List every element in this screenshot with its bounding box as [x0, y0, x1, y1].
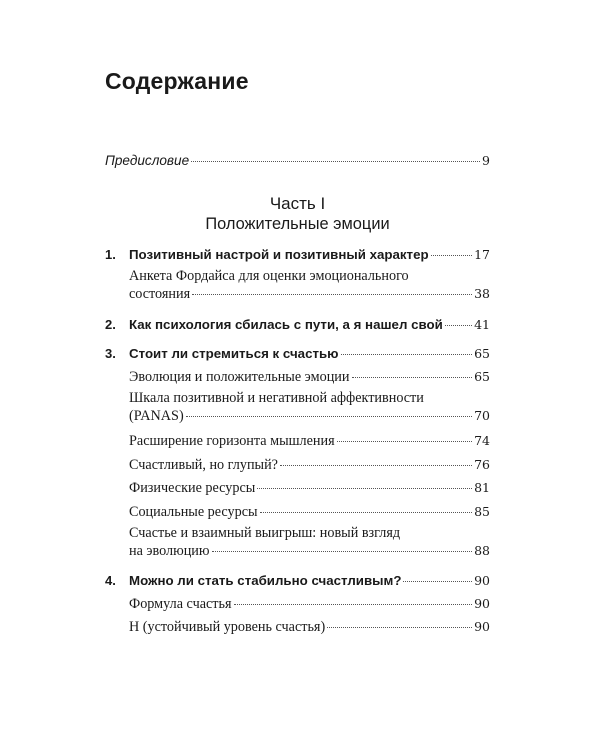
section-title-line2: (PANAS) — [129, 408, 184, 424]
chapter-title: Как психология сбилась с пути, а я нашел свой — [129, 317, 443, 332]
dot-leader — [186, 415, 472, 417]
section-title-line2-row — [129, 542, 490, 560]
dot-leader — [280, 464, 472, 466]
dot-leader — [352, 376, 473, 378]
dot-leader — [327, 626, 472, 628]
section-title: Расширение горизонта мышления — [129, 433, 335, 449]
page-number: 85 — [474, 504, 490, 519]
page-number: 9 — [482, 153, 490, 168]
toc-entry-happy-but-dumb[interactable] — [129, 456, 490, 474]
toc-entry-chapter-1[interactable] — [129, 246, 490, 263]
section-title-line2: состояния — [129, 286, 191, 302]
toc-entry-set-range[interactable] — [129, 618, 490, 636]
section-title: H (устойчивый уровень счастья) — [129, 619, 326, 635]
dot-leader — [260, 511, 473, 513]
section-title-line2-row — [129, 285, 490, 303]
section-title: Физические ресурсы — [129, 480, 256, 496]
page-number: 81 — [474, 480, 490, 495]
chapter-number: 4. — [105, 573, 116, 588]
dot-leader — [403, 580, 472, 582]
dot-leader — [341, 353, 473, 355]
section-title-line1: Шкала позитивной и негативной аффективности — [129, 390, 424, 406]
toc-entry-panas[interactable] — [129, 390, 490, 425]
page-number: 38 — [474, 286, 490, 301]
page-number: 90 — [474, 596, 490, 611]
page-number: 65 — [474, 369, 490, 384]
section-title-line1: Счастье и взаимный выигрыш: новый взгляд — [129, 525, 401, 541]
toc-entry-broadening[interactable] — [129, 432, 490, 450]
dot-leader — [445, 324, 472, 326]
toc-entry-chapter-3[interactable] — [129, 345, 490, 362]
page-number: 76 — [474, 457, 490, 472]
page-number: 17 — [474, 247, 490, 262]
section-title: Формула счастья — [129, 596, 232, 612]
chapter-title: Можно ли стать стабильно счастливым? — [129, 573, 402, 588]
toc-entry-physical-resources[interactable] — [129, 479, 490, 497]
page-number: 88 — [474, 543, 490, 558]
dot-leader — [191, 160, 480, 162]
part-title: Положительные эмоции — [205, 215, 390, 233]
chapter-title: Позитивный настрой и позитивный характер — [129, 247, 429, 262]
preface-label: Предисловие — [105, 153, 190, 168]
toc-entry-fordyce[interactable] — [129, 268, 490, 303]
toc-entry-chapter-2[interactable] — [129, 316, 490, 333]
toc-entry-win-win[interactable] — [129, 525, 490, 560]
toc-entry-social-resources[interactable] — [129, 503, 490, 521]
page-number: 41 — [474, 317, 490, 332]
toc-entry-formula[interactable] — [129, 595, 490, 613]
chapter-number: 1. — [105, 247, 116, 262]
page-number: 70 — [474, 408, 490, 423]
dot-leader — [234, 603, 473, 605]
chapter-number: 3. — [105, 346, 116, 361]
dot-leader — [212, 550, 473, 552]
dot-leader — [337, 440, 472, 442]
page-number: 90 — [474, 619, 490, 634]
dot-leader — [431, 254, 473, 256]
section-title: Эволюция и положительные эмоции — [129, 369, 350, 385]
page-number: 74 — [474, 433, 490, 448]
section-title-line2-row — [129, 407, 490, 425]
toc-entry-evolution[interactable] — [129, 368, 490, 386]
section-title-line1: Анкета Фордайса для оценки эмоционального — [129, 268, 409, 284]
dot-leader — [257, 487, 472, 489]
section-title-line2: на эволюцию — [129, 543, 210, 559]
page-number: 65 — [474, 346, 490, 361]
page-title: Содержание — [105, 68, 249, 94]
toc-entry-preface[interactable] — [105, 152, 490, 169]
chapter-title: Стоит ли стремиться к счастью — [129, 346, 339, 361]
section-title: Счастливый, но глупый? — [129, 457, 278, 473]
dot-leader — [192, 293, 472, 295]
toc-entry-chapter-4[interactable] — [129, 572, 490, 589]
section-title: Социальные ресурсы — [129, 504, 258, 520]
page-number: 90 — [474, 573, 490, 588]
part-number: Часть I — [269, 194, 326, 213]
chapter-number: 2. — [105, 317, 116, 332]
